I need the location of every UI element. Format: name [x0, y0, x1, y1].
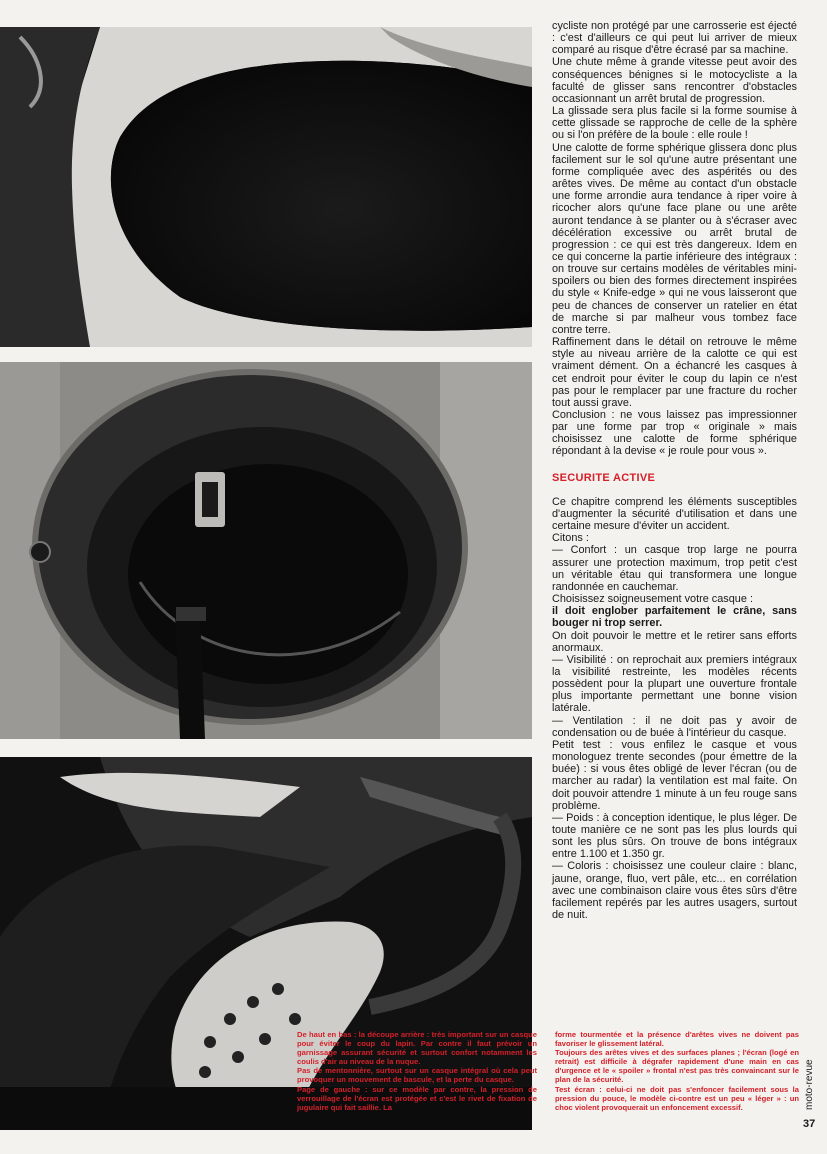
paragraph: On doit pouvoir le mettre et le retirer sans efforts anormaux.	[552, 629, 797, 654]
photo-helmet-interior	[0, 362, 532, 739]
section-heading: SECURITE ACTIVE	[552, 471, 656, 484]
paragraph: Une calotte de forme sphérique glissera donc plus facilement sur le sol qu'une autre présentant une forme compliquée avec des aspérités ou des arêtes vives. De même au contact d'un obstacle une forme arrondie aura tendance à riper voire à ricocher alors qu'une face plane ou une arête auront tendance à se planter ou à s'écraser avec décélération excessive ou arrêt brutal de progression : ce qui est très dangereux. Idem en ce qui concerne la partie inférieure des intégraux : on trouve sur certains modèles de véritables mini-spoilers ou bien des formes directement inspirées du style « Knife-edge » qui ne vous laisseront que peu de chances de conserver un ratelier en état de marche si par malheur vous tombez face contre terre.	[552, 141, 797, 336]
bold-paragraph: il doit englober parfaitement le crâne, sans bouger ni trop serrer.	[552, 605, 797, 630]
caption-text: Test écran : celui-ci ne doit pas s'enfoncer facilement sous la pression du pouce, le modèle ci-contre est un peu « léger » : un choc violent provoquerait un enfoncement excessif.	[555, 1084, 799, 1112]
magazine-name: moto-revue	[804, 1059, 815, 1110]
article-column	[552, 20, 797, 921]
caption-text: Page de gauche : sur ce modèle par contre, la pression de verrouillage de l'écran est protégée et c'est le rivet de fixation de jugulaire qui fait saillie. La	[297, 1084, 537, 1112]
paragraph: La glissade sera plus facile si la forme soumise à cette glissade se rapproche de celle de la sphère ou si l'on préfère de la boule : elle roule !	[552, 105, 797, 142]
caption-text: Toujours des arêtes vives et des surfaces planes ; l'écran (logé en retrait) est difficile à dégrafer rapidement d'une main en cas d'urgence et le « spoiler » frontal n'est pas très convaincant sur le plan de la sécurité.	[555, 1048, 799, 1085]
paragraph: — Visibilité : on reprochait aux premiers intégraux la visibilité restreinte, les modèles récents possèdent pour la plupart une ouverture frontale plus importante permettant une bonne vision latérale.	[552, 653, 797, 715]
paragraph: Une chute même à grande vitesse peut avoir des conséquences bénignes si le motocycliste a la faculté de glisser sans rencontrer d'obstacles occasionnant un arrêt brutal de progression.	[552, 56, 797, 105]
caption-text: De haut en bas : la découpe arrière : très important sur un casque pour éviter le coup du lapin. Par contre il faut prévoir un garnissage assurant sécurité et surtout confort notamment les coulis d'air au niveau de la nuque.	[297, 1030, 537, 1067]
paragraph: — Ventilation : il ne doit pas y avoir de condensation ou de buée à l'intérieur du casque.	[552, 714, 797, 739]
caption-text: forme tourmentée et la présence d'arêtes vives ne doivent pas favoriser le glissement latéral.	[555, 1030, 799, 1049]
paragraph: Citons :	[552, 532, 589, 545]
paragraph: — Coloris : choisissez une couleur claire : blanc, jaune, orange, fluo, vert pâle, etc... en corrélation avec une combinaison claire vous êtes sûrs d'être facilement repérés par les autres usagers, surtout de nuit.	[552, 860, 797, 922]
paragraph: cycliste non protégé par une carrosserie est éjecté : c'est d'ailleurs ce qui peut lui arriver de mieux comparé au risque d'être écrasé par sa machine.	[552, 20, 797, 57]
paragraph: — Poids : à conception identique, le plus léger. De toute manière ce ne sont pas les plus lourds qui sont les plus sûrs. On trouve de bons intégraux entre 1.100 et 1.350 gr.	[552, 811, 797, 861]
caption-left	[297, 1030, 537, 1112]
paragraph: — Confort : un casque trop large ne pourra assurer une protection maximum, trop petit c'est un véritable étau qui transformera une longue randonnée en cauchemar.	[552, 544, 797, 593]
photo-helmet-rear-cutout	[0, 27, 532, 347]
page-number: 37	[803, 1118, 816, 1130]
paragraph: Ce chapitre comprend les éléments susceptibles d'augmenter la sécurité d'utilisation et dans une certaine mesure d'éviter un accident.	[552, 495, 797, 533]
paragraph: Choisissez soigneusement votre casque :	[552, 593, 753, 606]
caption-right	[555, 1030, 799, 1112]
paragraph: Petit test : vous enfilez le casque et vous monologuez trente secondes (pour émettre de la buée) : si vous êtes obligé de lever l'écran (ou de marcher au radar) la ventilation est mal faite. On doit pouvoir attendre 1 minute à un feu rouge sans problème.	[552, 738, 797, 812]
paragraph: Conclusion : ne vous laissez pas impressionner par une forme par trop « originale » mais choisissez une calotte de forme sphérique répondant à la devise « je roule pour vous ».	[552, 409, 797, 458]
caption-text: Pas de mentonnière, surtout sur un casque intégral où cela peut provoquer un mouvement de bascule, et la perte du casque.	[297, 1066, 537, 1085]
paragraph: Raffinement dans le détail on retrouve le même style au niveau arrière de la calotte ce qui est vraiment dément. On a échancré les casques à cet endroit pour éviter le coup du lapin ce n'est pas pour le remplacer par une fracture du rocher tout aussi grave.	[552, 336, 797, 409]
